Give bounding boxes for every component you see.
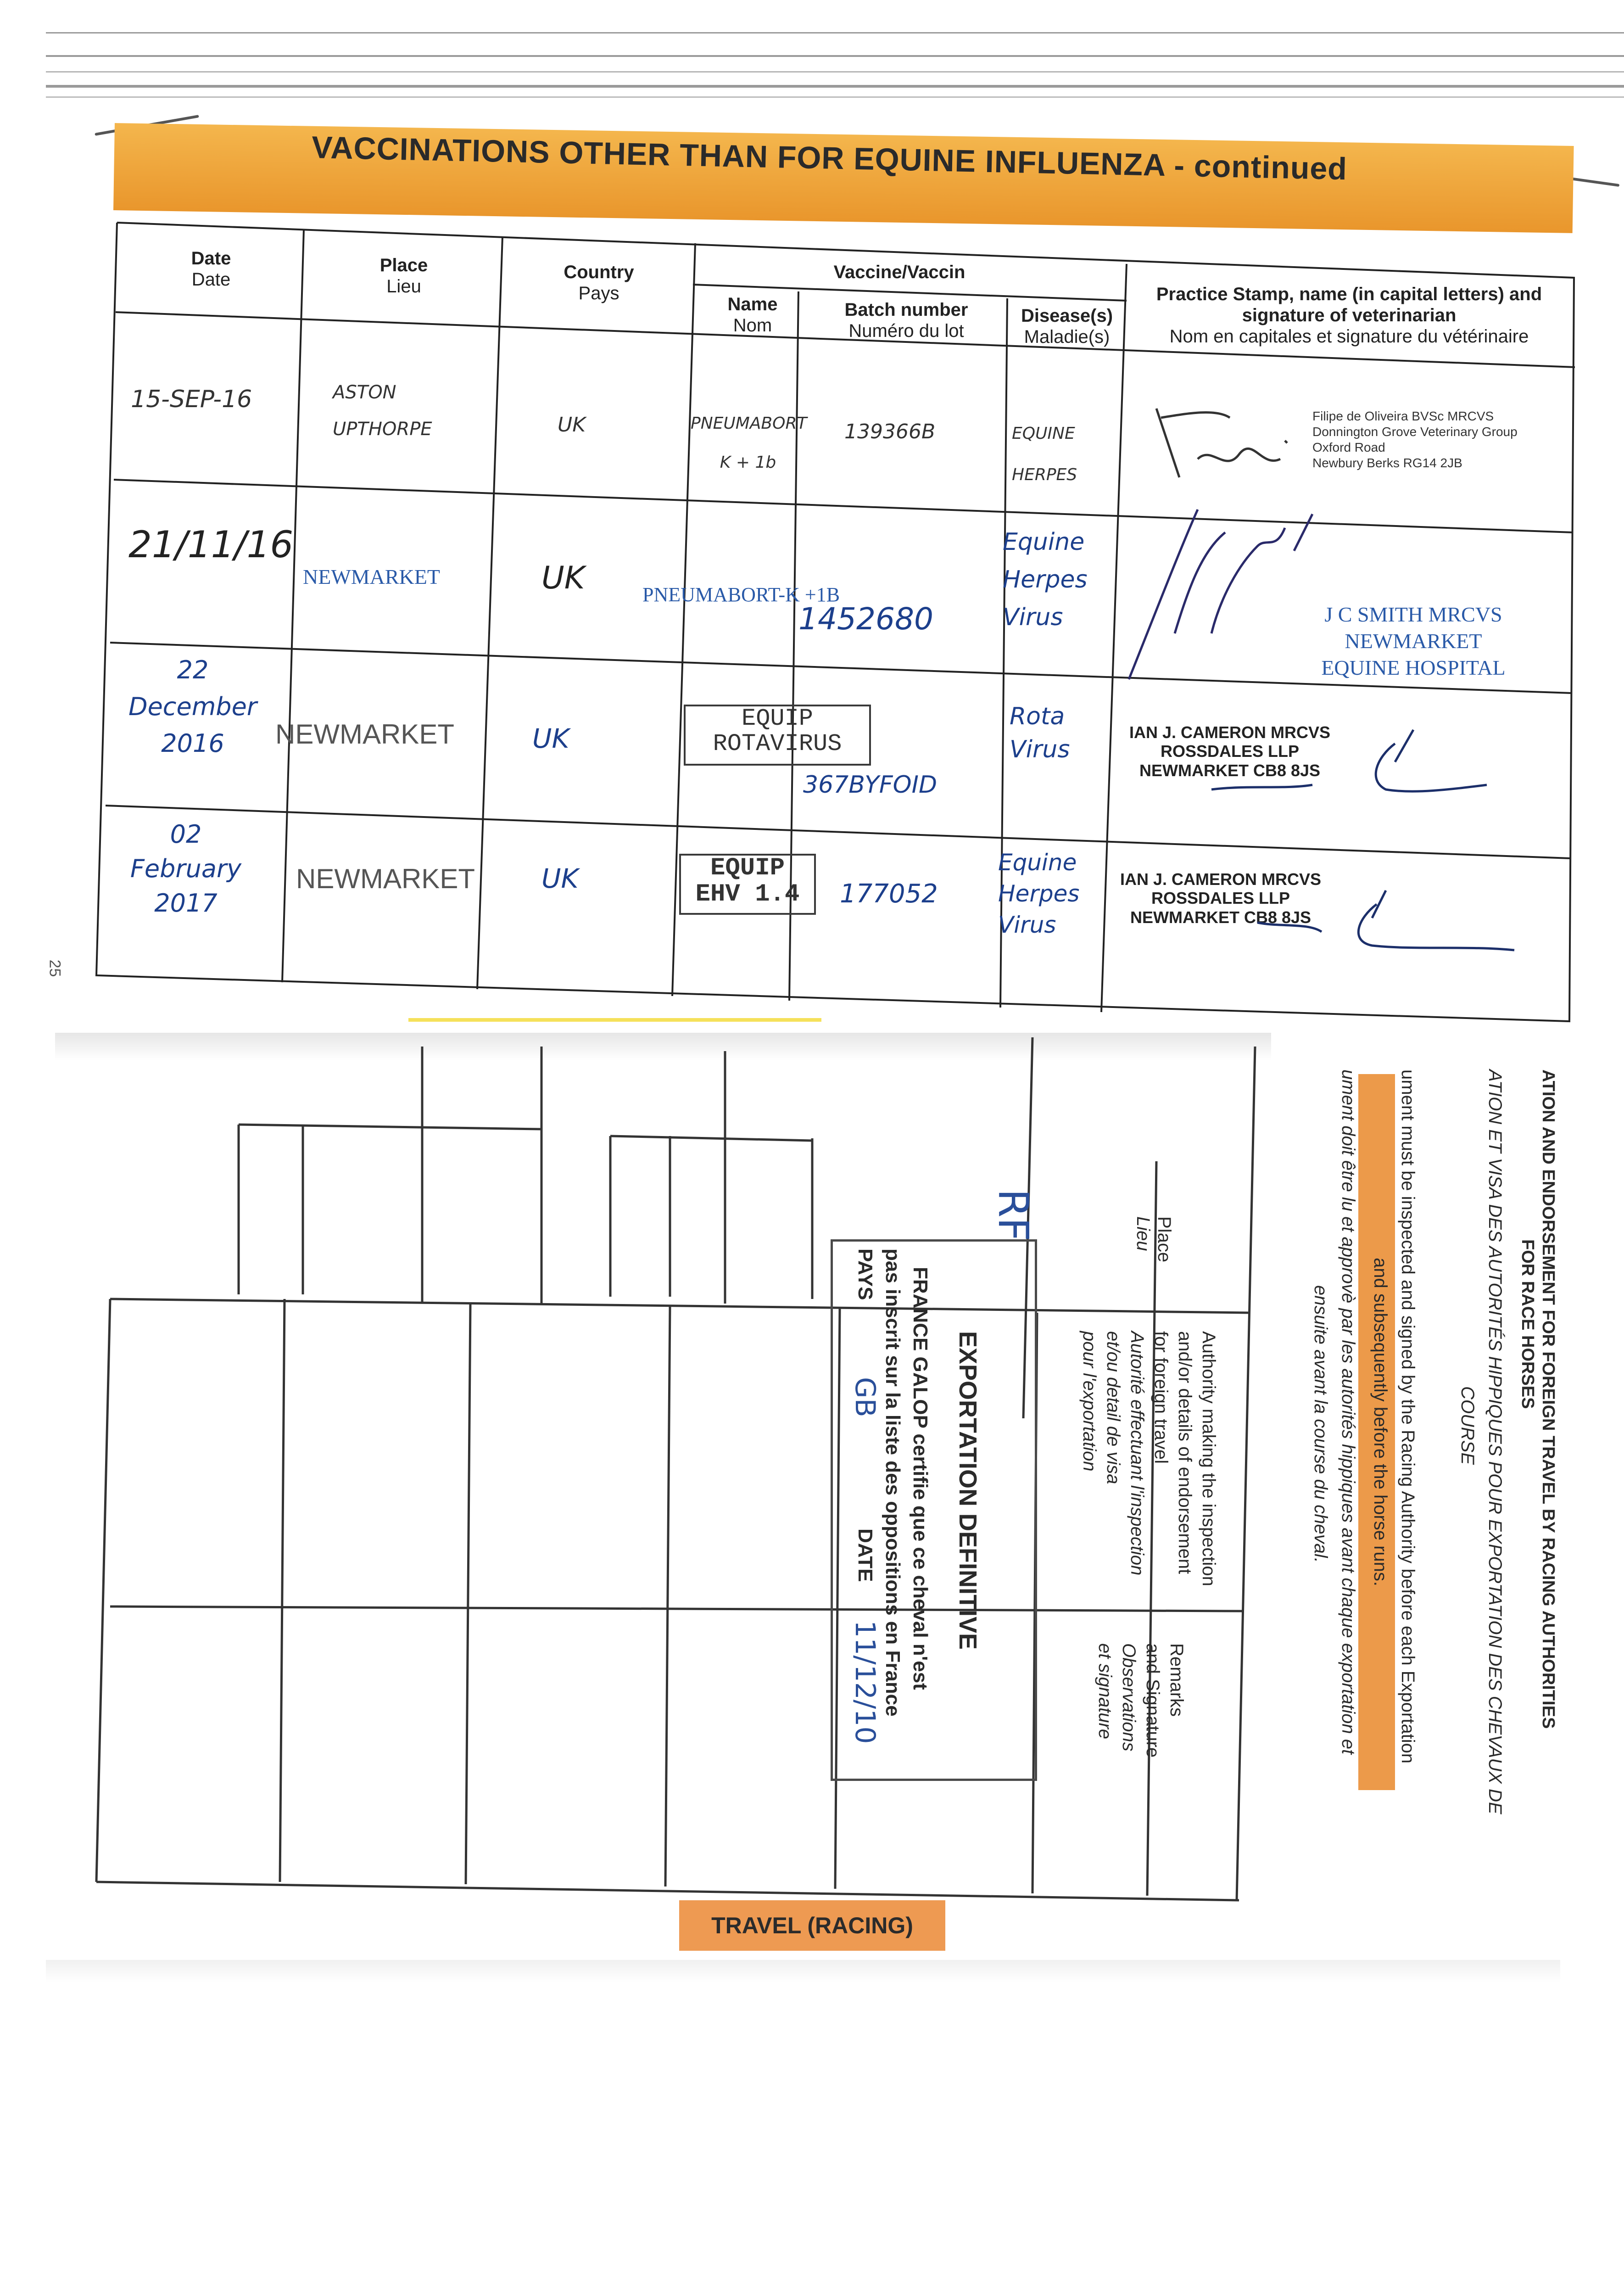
row1-vaccine-name: PNEUMABORT K + 1b <box>691 414 807 472</box>
row3-place: NEWMARKET <box>275 719 454 750</box>
travel-col-remarks: Remarks and Signature Observations et signature <box>1095 1643 1187 1758</box>
travel-handwritten-initials: RF <box>989 1189 1037 1242</box>
header-vaccine: Vaccine/Vaccin <box>833 262 965 282</box>
row4-batch: 177052 <box>840 879 938 909</box>
row4-disease: Equine Herpes Virus <box>998 849 1080 938</box>
row1-signature <box>1147 390 1299 496</box>
row4-signature <box>1239 881 1524 973</box>
travel-title-line2: FOR RACE HORSES <box>1518 1239 1537 1409</box>
travel-subtitle: ATION ET VISA DES AUTORITÉS HIPPIQUES POUR EXPORTATION DES CHEVAUX DE <box>1485 1069 1505 1814</box>
export-stamp-line1: FRANCE GALOP certifie que ce cheval n'est <box>909 1267 932 1690</box>
row3-practice-stamp: IAN J. CAMERON MRCVS ROSSDALES LLP NEWMARKET CB8 8JS <box>1129 723 1331 780</box>
export-stamp-date-value: 11/12/10 <box>849 1620 881 1744</box>
travel-note-en-line2: and subsequently before the horse runs. <box>1370 1258 1390 1587</box>
row1-practice-stamp: Filipe de Oliveira BVSc MRCVS Donnington Grove Veterinary Group Oxford Road Newbury Berks RG14 2JB <box>1312 409 1518 470</box>
export-stamp-pays-label: PAYS <box>854 1248 876 1300</box>
row4-place: NEWMARKET <box>296 863 475 894</box>
header-batch: Batch number Numéro du lot <box>844 300 968 341</box>
travel-note-fr: ument doit être lu et approvè par les autorités hippiques avant chaque exportation et <box>1338 1069 1358 1755</box>
row3-vaccine-name: EQUIP ROTAVIRUS <box>684 705 871 766</box>
header-practice-stamp: Practice Stamp, name (in capital letters) and signature of veterinarian Nom en capitales et signature du vétérinaire <box>1156 284 1542 347</box>
header-place: Place Lieu <box>379 255 428 297</box>
header-name: Name Nom <box>727 294 778 336</box>
banner-title: VACCINATIONS OTHER THAN FOR EQUINE INFLUENZA - continued <box>311 129 1348 187</box>
row3-disease: Rota Virus <box>1010 703 1070 763</box>
header-disease: Disease(s) Maladie(s) <box>1021 306 1113 347</box>
row2-disease: Equine Herpes Virus <box>1003 528 1088 631</box>
travel-subtitle-line2: COURSE <box>1457 1386 1478 1465</box>
header-country: Country Pays <box>564 262 634 303</box>
row4-country: UK <box>541 863 579 894</box>
row3-country: UK <box>532 723 569 754</box>
row1-place: ASTON UPTHORPE <box>333 382 432 440</box>
travel-note-en: ument must be inspected and signed by the Racing Authority before each Exportation <box>1398 1069 1418 1764</box>
row1-disease: EQUINE HERPES <box>1012 424 1077 484</box>
row2-vaccine-name: PNEUMABORT-K +1B <box>642 583 840 606</box>
row4-practice-stamp: IAN J. CAMERON MRCVS ROSSDALES LLP NEWMARKET CB8 8JS <box>1120 870 1322 927</box>
export-stamp-line2: pas inscrit sur la liste des oppositions en France <box>882 1248 904 1717</box>
row1-batch: 139366B <box>844 420 936 443</box>
row2-place: NEWMARKET <box>303 565 440 588</box>
margin-page-mark: 25 <box>46 959 64 977</box>
export-stamp-title: EXPORTATION DEFINITIVE <box>954 1331 982 1650</box>
travel-col-authority: Authority making the inspection and/or details of endorsement for foreign travel Autorité effectuant l'inspection et/ou detail de visa pour l'exportation <box>1079 1331 1219 1586</box>
travel-note-fr-line2: ensuite avant la course du cheval. <box>1311 1285 1331 1563</box>
row3-batch: 367BYFOID <box>803 771 937 799</box>
export-stamp-pays-value: GB <box>849 1377 881 1417</box>
row2-signature <box>1120 496 1322 688</box>
travel-col-place: Place Lieu <box>1133 1216 1174 1263</box>
row3-signature <box>1193 716 1491 808</box>
row2-country: UK <box>541 560 585 596</box>
travel-racing-label: TRAVEL (RACING) <box>679 1900 945 1951</box>
row4-date: 02 February 2017 <box>130 820 242 918</box>
export-stamp-date-label: DATE <box>854 1528 876 1582</box>
row2-batch: 1452680 <box>798 601 933 637</box>
row1-date: 15-SEP-16 <box>131 386 252 413</box>
header-date: Date Date <box>191 248 231 290</box>
row3-date: 22 December 2016 <box>128 655 257 758</box>
row2-date: 21/11/16 <box>128 523 294 566</box>
scan-bottom-shadow <box>46 1960 1560 1983</box>
travel-title: ATION AND ENDORSEMENT FOR FOREIGN TRAVEL BY RACING AUTHORITIES <box>1539 1069 1558 1729</box>
row1-country: UK <box>558 413 586 437</box>
row2-practice-stamp: J C SMITH MRCVS NEWMARKET EQUINE HOSPITAL <box>1321 603 1506 679</box>
row4-vaccine-name: EQUIP EHV 1.4 <box>679 854 816 915</box>
